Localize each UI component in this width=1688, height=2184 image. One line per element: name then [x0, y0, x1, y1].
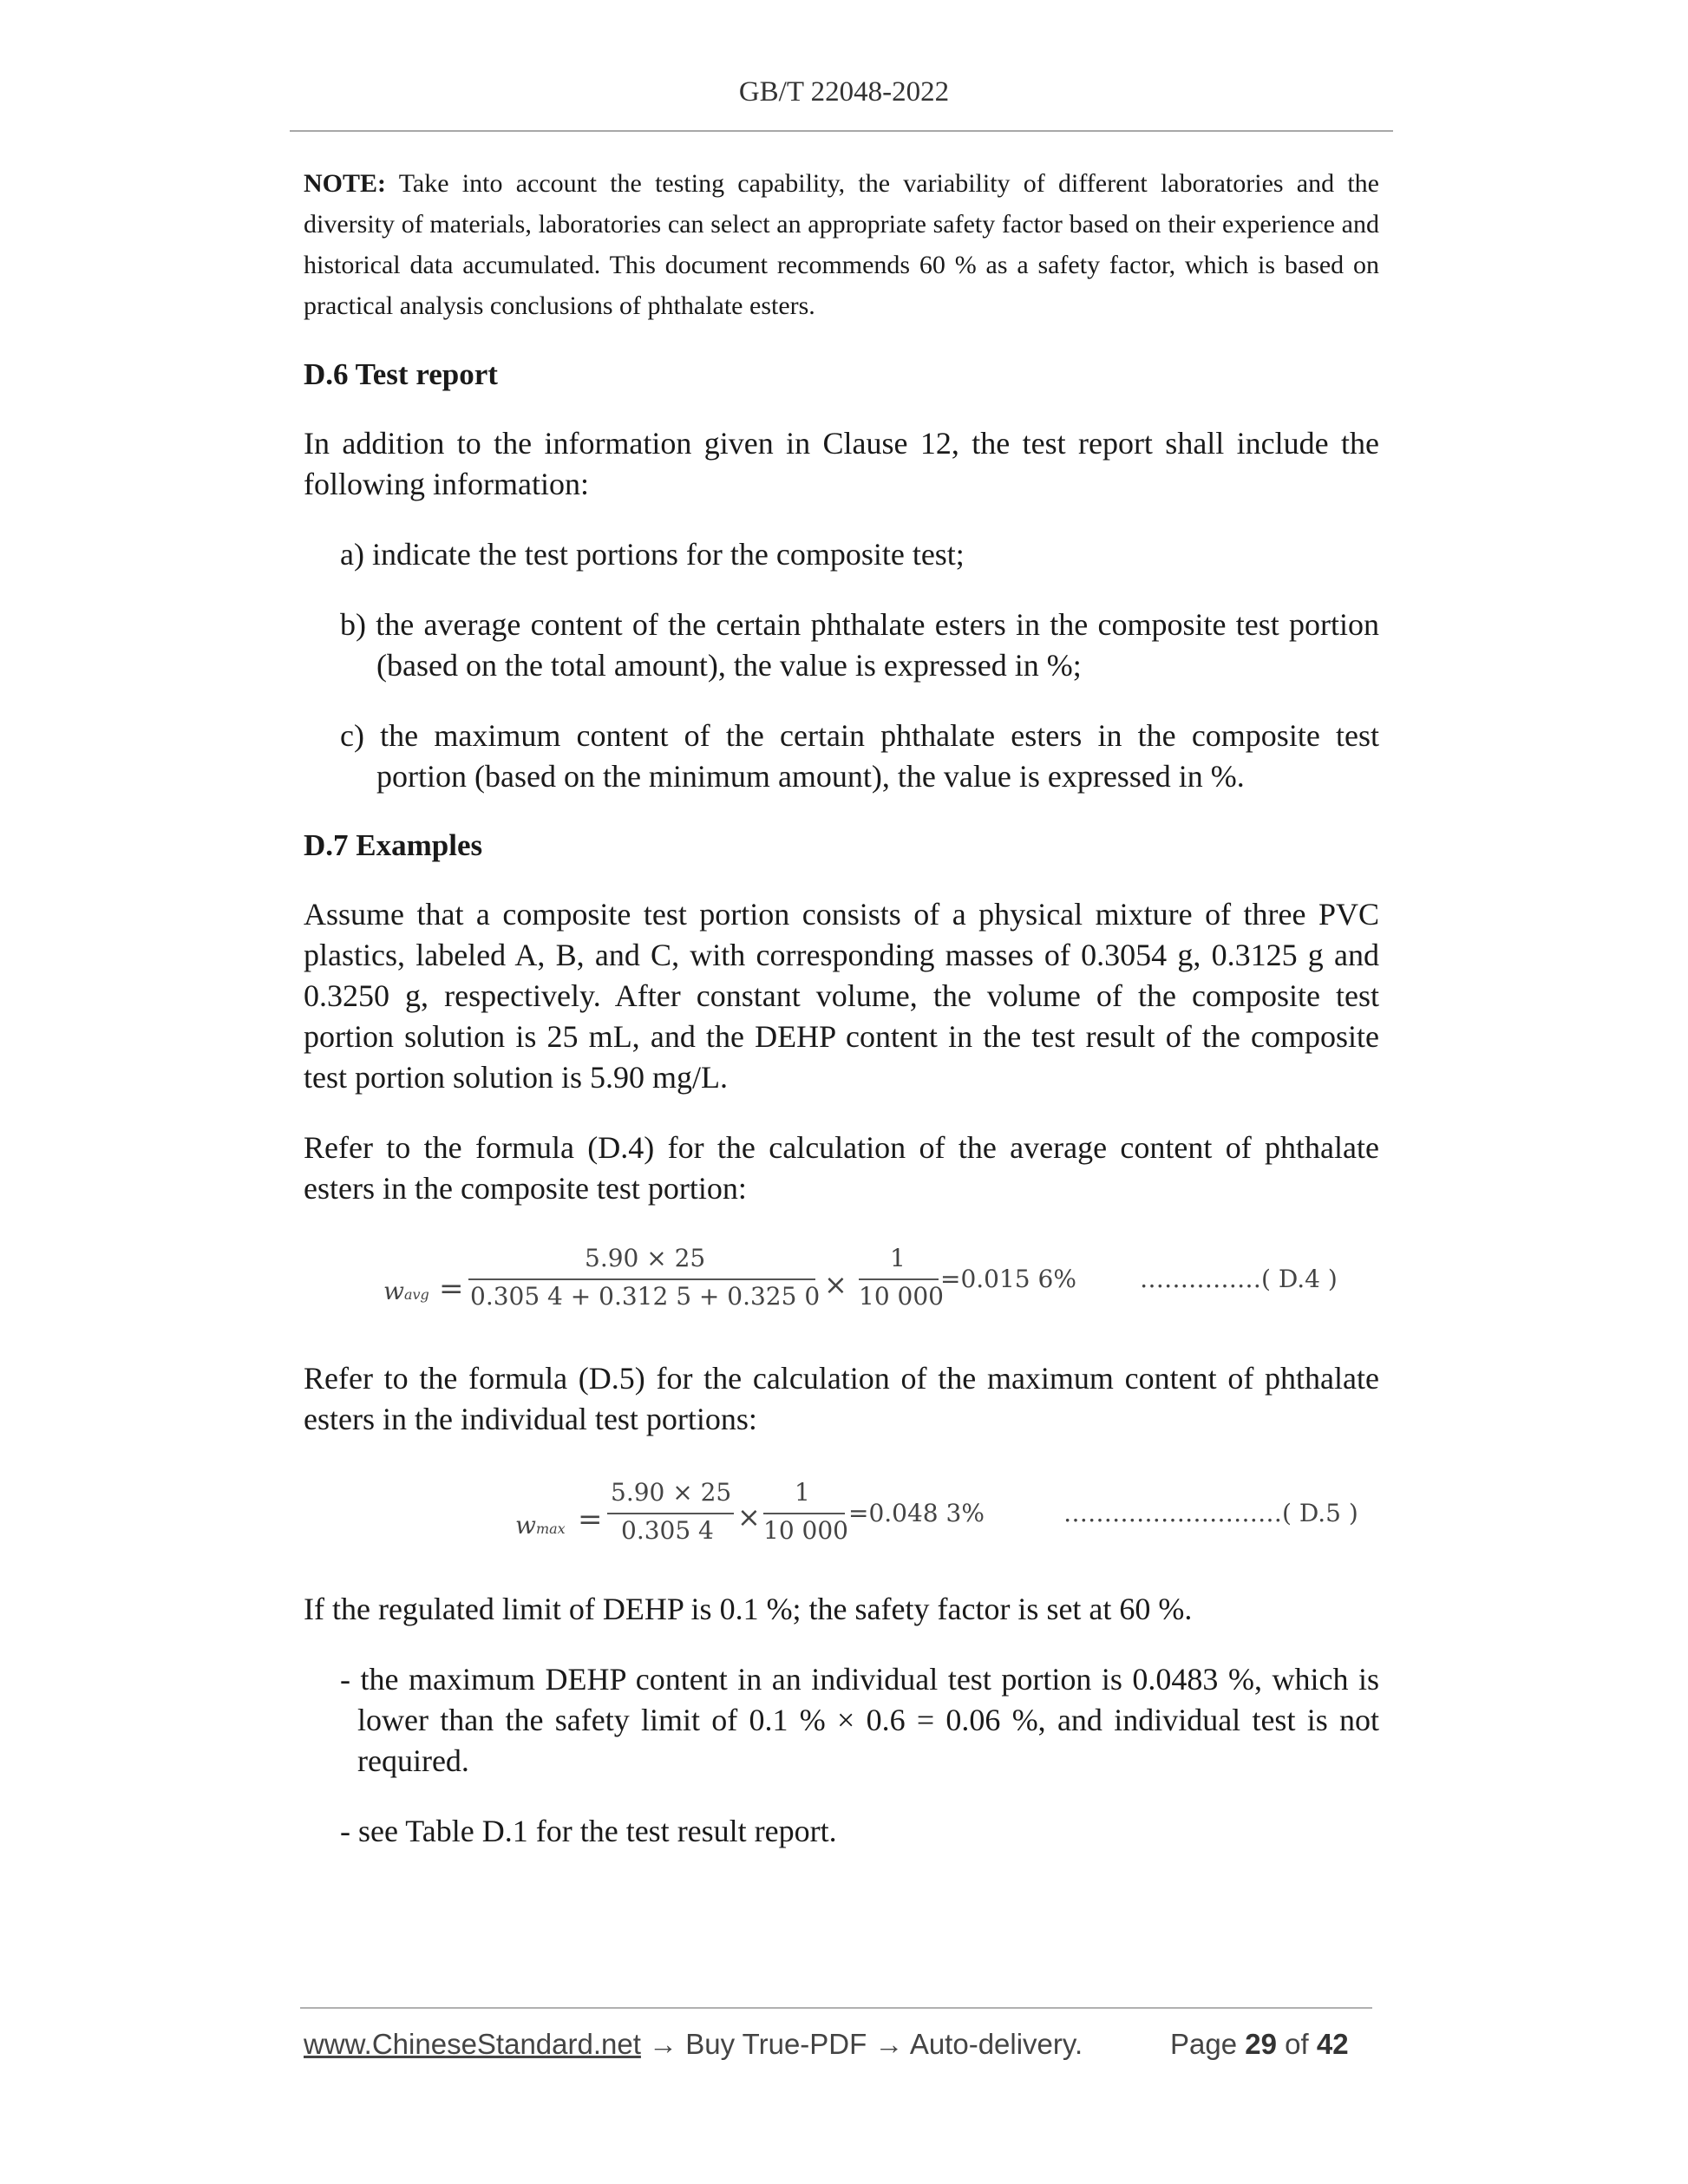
conclusion-item-1: - the maximum DEHP content in an individual test portion is 0.0483 %, which is lower than the safety limit of 0.1 % × 0.6 = 0.06 %, and individual test is not required.: [340, 1662, 1379, 1778]
formula-d5-fraction-bar: [607, 1513, 734, 1514]
formula-d5-numerator: 5.90 × 25: [611, 1478, 732, 1507]
note-text: Take into account the testing capability, the variability of different laboratories and the diversity of materials, laboratories can select an appropriate safety factor based on their experience and historical data accumulated. This document recommends 60 % as a safety factor, which is based on practical analysis conclusions of phthalate esters.: [304, 169, 1379, 320]
section-heading-d6: D.6 Test report: [304, 357, 498, 391]
formula-d4-fraction-bar: [468, 1278, 815, 1280]
formula-d5-label: ………………………( D.5 ): [1063, 1499, 1358, 1527]
formula-d4-label: ……………( D.4 ): [1140, 1265, 1338, 1293]
formula-d5-intro: Refer to the formula (D.5) for the calculation of the maximum content of phthalate esters in the individual test portions:: [304, 1361, 1379, 1436]
formula-d4-symbol: wavg: [383, 1277, 429, 1305]
formula-d4: [304, 1233, 1379, 1343]
footer-divider: [300, 2007, 1372, 2009]
d6-intro-paragraph: In addition to the information given in Clause 12, the test report shall include the following information:: [304, 426, 1379, 501]
formula-d4-numerator: 5.90 × 25: [585, 1244, 706, 1272]
footer-promo-text: → Buy True-PDF → Auto-delivery.: [640, 2028, 1083, 2060]
formula-d5-numerator2: 1: [795, 1478, 810, 1507]
document-id-header: GB/T 22048-2022: [738, 76, 950, 108]
formula-d4-numerator2: 1: [890, 1244, 906, 1272]
header-divider: [290, 130, 1393, 132]
page-body: [304, 163, 1379, 1852]
page-indicator: Page 29 of 42: [1170, 2028, 1349, 2060]
formula-d5: [304, 1464, 1379, 1573]
formula-d4-result: =0.015 6%: [940, 1265, 1076, 1293]
formula-d5-symbol: wmax: [515, 1511, 566, 1540]
formula-d4-fraction-bar2: [859, 1278, 939, 1280]
report-item-b: b) the average content of the certain phthalate esters in the composite test portion (based on the total amount), the value is expressed in %;: [340, 607, 1379, 683]
example-paragraph: Assume that a composite test portion consists of a physical mixture of three PVC plastics, labeled A, B, and C, with corresponding masses of 0.3054 g, 0.3125 g and 0.3250 g, respectively. After constant volume, the volume of the composite test portion solution is 25 mL, and the DEHP content in the test result of the composite test portion solution is 5.90 mg/L.: [304, 897, 1379, 1095]
conclusion-item-2: - see Table D.1 for the test result report.: [340, 1814, 837, 1848]
formula-d5-times: ×: [737, 1501, 761, 1533]
footer-promo: [304, 2028, 1083, 2061]
formula-d5-fraction-bar2: [763, 1513, 845, 1514]
formula-d5-denominator2: 10 000: [763, 1516, 848, 1545]
formula-d4-denominator: 0.305 4 + 0.312 5 + 0.325 0: [470, 1282, 821, 1311]
limit-paragraph: If the regulated limit of DEHP is 0.1 %; the safety factor is set at 60 %.: [304, 1592, 1193, 1626]
formula-d5-equals: =: [578, 1502, 603, 1537]
note-paragraph: [304, 163, 1379, 326]
note-label: NOTE:: [304, 169, 387, 198]
report-item-a: a) indicate the test portions for the composite test;: [340, 537, 965, 572]
formula-d5-result: =0.048 3%: [848, 1499, 985, 1527]
formula-d4-intro: Refer to the formula (D.4) for the calculation of the average content of phthalate esters in the composite test portion:: [304, 1130, 1379, 1206]
formula-d4-denominator2: 10 000: [859, 1282, 944, 1311]
footer-website-link[interactable]: www.ChineseStandard.net: [304, 2028, 641, 2060]
formula-d4-times: ×: [824, 1268, 847, 1301]
formula-d5-denominator: 0.305 4: [621, 1516, 714, 1545]
section-heading-d7: D.7 Examples: [304, 828, 483, 862]
total-pages-number: 42: [1316, 2028, 1349, 2060]
report-item-c: c) the maximum content of the certain phthalate esters in the composite test portion (based on the minimum amount), the value is expressed in %.: [340, 718, 1379, 794]
current-page-number: 29: [1245, 2028, 1277, 2060]
formula-d4-equals: =: [439, 1272, 464, 1306]
